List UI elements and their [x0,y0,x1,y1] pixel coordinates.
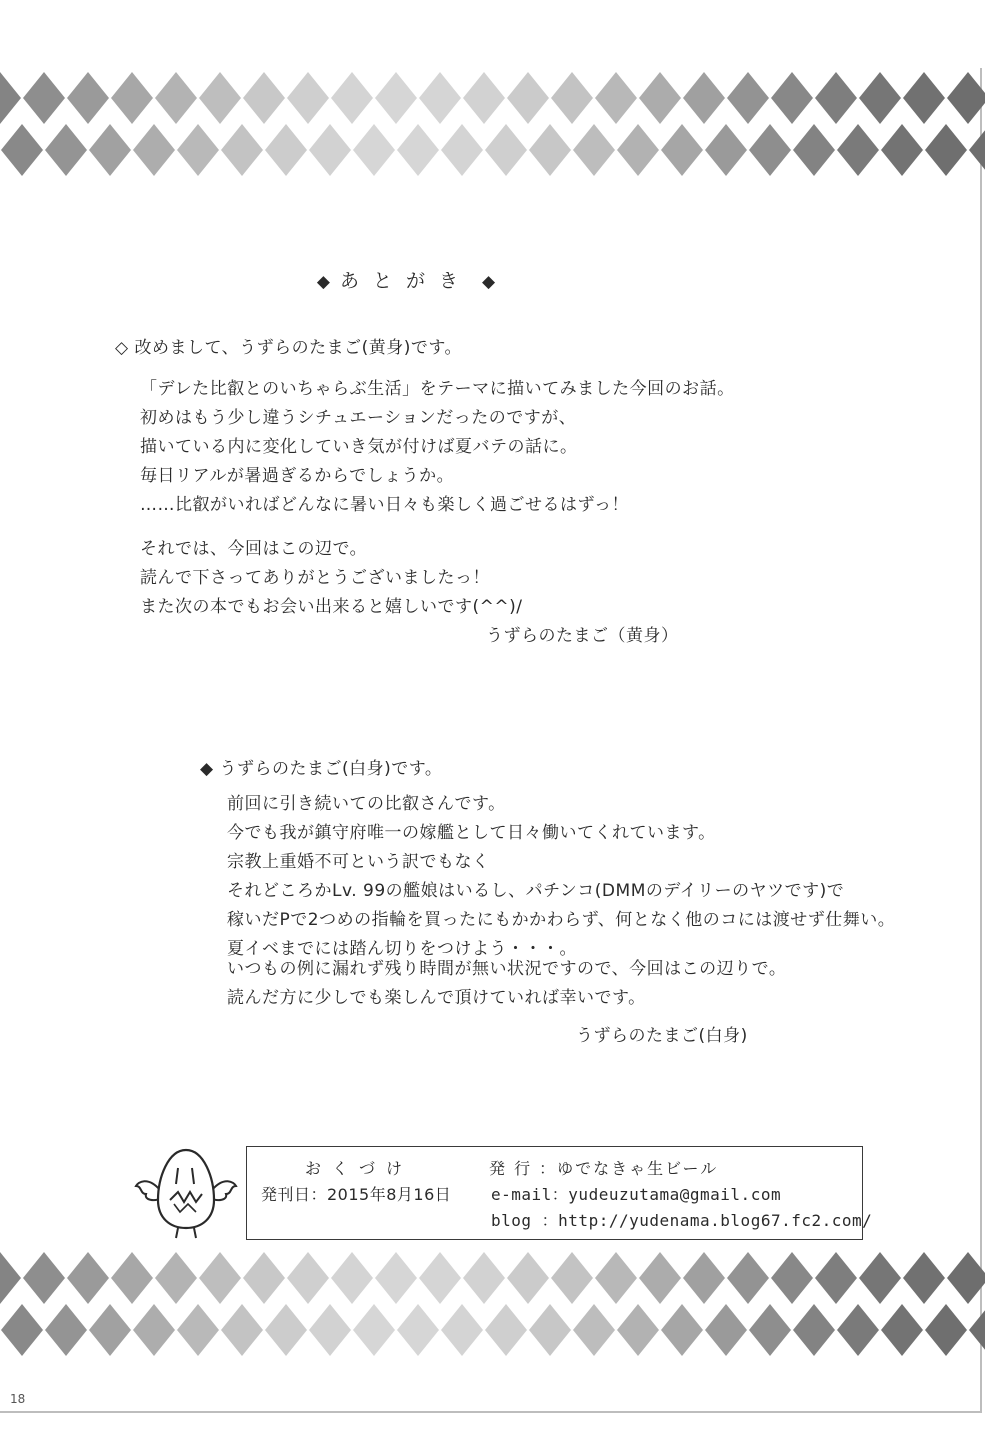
diamond-tile [133,124,175,176]
diamond-tile [573,124,615,176]
page-number: 18 [10,1392,26,1406]
top-diamond-pattern [0,72,985,178]
diamond-tile [111,1252,153,1304]
diamond-tile [309,124,351,176]
colophon-title: おくづけ [305,1159,414,1178]
text-line: 今でも我が鎮守府唯一の嫁艦として日々働いてくれています。 [227,823,716,843]
diamond-tile [243,72,285,124]
diamond-tile [727,72,769,124]
diamond-tile [155,1252,197,1304]
diamond-tile [749,1304,791,1356]
colophon-box [246,1146,873,1240]
blog-url: blog ：http://yudenama.blog67.fc2.com/ [491,1211,873,1230]
text-line: それでは、今回はこの辺で。 [140,539,368,559]
diamond-tile [639,1252,681,1304]
diamond-tile [353,1304,395,1356]
title-char: き [439,270,473,292]
text-line: 読んで下さってありがとうございましたっ！ [140,568,490,588]
diamond-tile [419,1252,461,1304]
diamond-bullet-icon: ◆ [482,272,496,292]
title-char: が [406,270,440,292]
diamond-tile [771,72,813,124]
section1-signature: うずらのたまご（黄身） [486,626,679,646]
diamond-tile [837,1304,879,1356]
diamond-tile [287,1252,329,1304]
diamond-tile [749,124,791,176]
diamond-tile [67,1252,109,1304]
diamond-tile [793,124,835,176]
diamond-tile [1,124,43,176]
diamond-tile [969,124,985,176]
section1-paragraph1 [140,375,735,520]
diamond-tile [661,124,703,176]
diamond-tile [903,1252,945,1304]
diamond-tile [529,1304,571,1356]
section1-heading: ◇ 改めまして、うずらのたまご(黄身)です。 [115,338,463,358]
diamond-tile [771,1252,813,1304]
diamond-tile [353,124,395,176]
diamond-tile [705,124,747,176]
diamond-tile [397,124,439,176]
diamond-tile [617,124,659,176]
text-line: 読んだ方に少しでも楽しんで頂けていれば幸いです。 [227,988,646,1008]
diamond-tile [375,72,417,124]
text-line: それどころかLv. 99の艦娘はいるし、パチンコ(DMMのデイリーのヤツです)で [227,881,845,901]
diamond-tile [507,72,549,124]
diamond-tile [441,1304,483,1356]
text-line: 前回に引き続いての比叡さんです。 [227,794,506,814]
diamond-tile [23,1252,65,1304]
text-line: 稼いだPで2つめの指輪を買ったにもかかわらず、何となく他のコには渡せず仕舞い。 [227,910,896,930]
diamond-tile [815,1252,857,1304]
diamond-tile [661,1304,703,1356]
diamond-tile [397,1304,439,1356]
diamond-tile [815,72,857,124]
diamond-tile [265,124,307,176]
publisher: 発 行 ：ゆでなきゃ生ビール [489,1159,719,1178]
section2-paragraph1 [227,790,895,964]
diamond-tile [727,1252,769,1304]
diamond-tile [287,72,329,124]
diamond-tile [881,1304,923,1356]
diamond-tile [903,72,945,124]
diamond-tile [243,1252,285,1304]
diamond-tile [793,1304,835,1356]
diamond-tile [331,72,373,124]
title-char: と [372,270,406,292]
text-line: 初めはもう少し違うシチュエーションだったのですが、 [140,408,577,428]
text-line: いつもの例に漏れず残り時間が無い状況ですので、今回はこの辺りで。 [227,959,787,979]
diamond-tile [199,1252,241,1304]
diamond-tile [859,1252,901,1304]
publish-date: 発刊日：2015年8月16日 [261,1185,452,1204]
diamond-tile [529,124,571,176]
diamond-tile [111,72,153,124]
diamond-tile [221,124,263,176]
diamond-tile [595,72,637,124]
diamond-tile [881,124,923,176]
diamond-tile [683,72,725,124]
diamond-tile [419,72,461,124]
diamond-tile [551,72,593,124]
diamond-tile [441,124,483,176]
text-line: 毎日リアルが暑過ぎるからでしょうか。 [140,466,455,486]
diamond-tile [463,1252,505,1304]
diamond-tile [221,1304,263,1356]
diamond-tile [507,1252,549,1304]
diamond-tile [309,1304,351,1356]
diamond-tile [925,124,967,176]
text-line: 夏イベまでには踏ん切りをつけよう・・・。 [227,939,577,959]
diamond-tile [45,124,87,176]
diamond-tile [463,72,505,124]
section2-paragraph2 [227,955,786,1013]
diamond-tile [705,1304,747,1356]
diamond-tile [595,1252,637,1304]
diamond-tile [617,1304,659,1356]
diamond-tile [639,72,681,124]
section1-paragraph2 [140,535,522,622]
diamond-bullet-icon: ◆ [316,272,330,292]
diamond-tile [199,72,241,124]
text-line: また次の本でもお会い出来ると嬉しいです(^^)/ [140,597,523,617]
diamond-tile [947,72,985,124]
egg-mascot-icon [130,1142,242,1242]
diamond-tile [177,1304,219,1356]
diamond-tile [0,72,21,124]
section2-heading: ◆ うずらのたまご(白身)です。 [200,759,443,779]
diamond-tile [485,1304,527,1356]
text-line: 「デレた比叡とのいちゃらぶ生活」をテーマに描いてみました今回のお話。 [140,379,735,399]
diamond-tile [969,1304,985,1356]
bottom-diamond-pattern [0,1252,985,1358]
diamond-tile [67,72,109,124]
diamond-tile [1,1304,43,1356]
diamond-tile [859,72,901,124]
diamond-tile [265,1304,307,1356]
diamond-tile [0,1252,21,1304]
text-line: 宗教上重婚不可という訳でもなく [227,852,490,872]
text-line: 描いている内に変化していき気が付けば夏バテの話に。 [140,437,578,457]
diamond-tile [485,124,527,176]
contact-email: e-mail：yudeuzutama@gmail.com [491,1185,782,1204]
diamond-tile [89,1304,131,1356]
diamond-tile [837,124,879,176]
diamond-tile [573,1304,615,1356]
diamond-tile [331,1252,373,1304]
diamond-tile [551,1252,593,1304]
diamond-tile [133,1304,175,1356]
diamond-tile [89,124,131,176]
diamond-tile [155,72,197,124]
diamond-tile [683,1252,725,1304]
diamond-tile [177,124,219,176]
diamond-tile [375,1252,417,1304]
diamond-tile [925,1304,967,1356]
diamond-tile [947,1252,985,1304]
diamond-tile [45,1304,87,1356]
text-line: ……比叡がいればどんなに暑い日々も楽しく過ごせるはずっ！ [140,495,629,515]
section2-signature: うずらのたまご(白身) [576,1026,748,1046]
title-char: あ [339,270,373,292]
afterword-title [0,266,812,293]
diamond-tile [23,72,65,124]
